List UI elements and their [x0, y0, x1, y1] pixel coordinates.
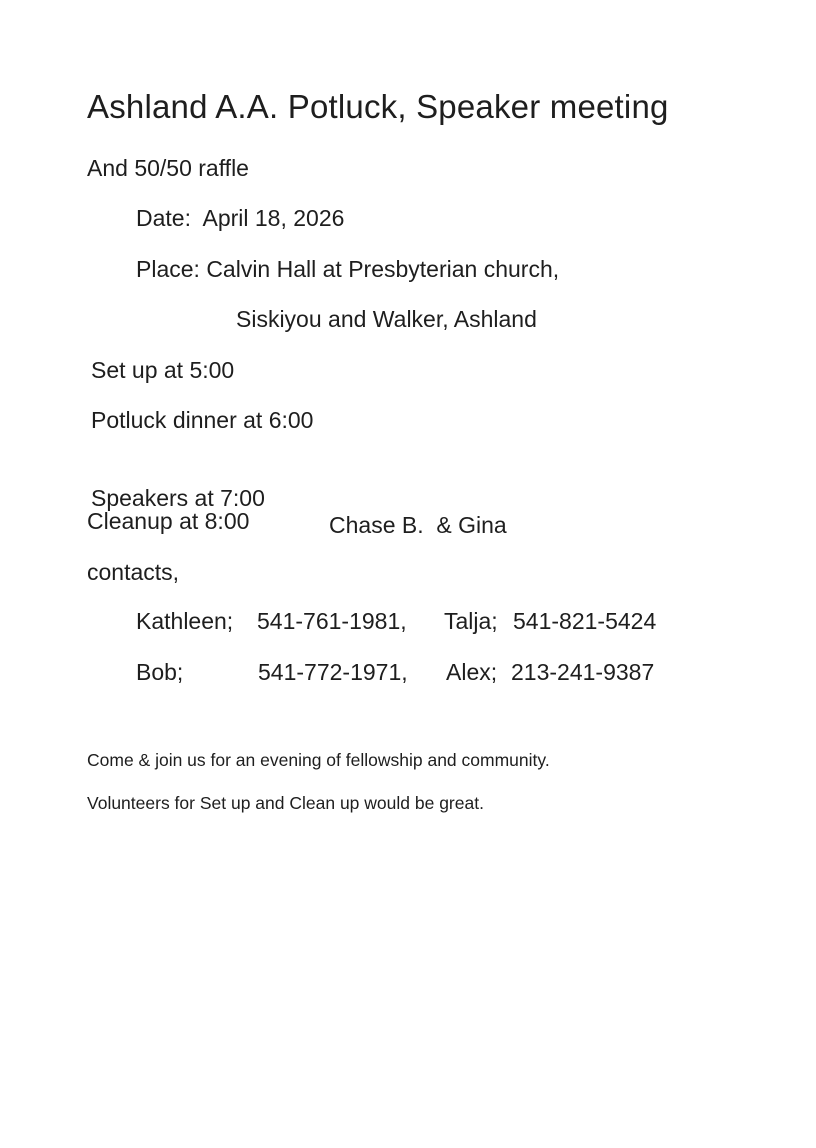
- contact-name: Kathleen;: [136, 608, 234, 634]
- event-date: Date: April 18, 2026: [136, 205, 345, 231]
- contact-phone: 213-241-9387: [511, 659, 655, 685]
- contact-phone: 541-761-1981,: [257, 608, 407, 634]
- contacts-heading: contacts,: [87, 559, 180, 585]
- invitation-text: Come & join us for an evening of fellowship and community.: [87, 750, 550, 770]
- volunteers-text: Volunteers for Set up and Clean up would be great.: [87, 793, 484, 813]
- event-place: Place: Calvin Hall at Presbyterian church,: [136, 256, 560, 282]
- flyer-title: Ashland A.A. Potluck, Speaker meeting: [87, 88, 669, 125]
- raffle-subtitle: And 50/50 raffle: [87, 155, 249, 181]
- contact-name: Bob;: [136, 659, 184, 685]
- speakers-names: Chase B. & Gina: [329, 512, 507, 538]
- contact-phone: 541-821-5424: [513, 608, 657, 634]
- setup-time: Set up at 5:00: [91, 357, 235, 383]
- cleanup-time: Cleanup at 8:00: [87, 508, 250, 534]
- contact-phone: 541-772-1971,: [258, 659, 408, 685]
- dinner-time: Potluck dinner at 6:00: [91, 407, 314, 433]
- contact-name: Alex;: [446, 659, 498, 685]
- speakers-time: Speakers at 7:00: [91, 485, 265, 511]
- event-place-address: Siskiyou and Walker, Ashland: [236, 306, 537, 332]
- contact-name: Talja;: [444, 608, 498, 634]
